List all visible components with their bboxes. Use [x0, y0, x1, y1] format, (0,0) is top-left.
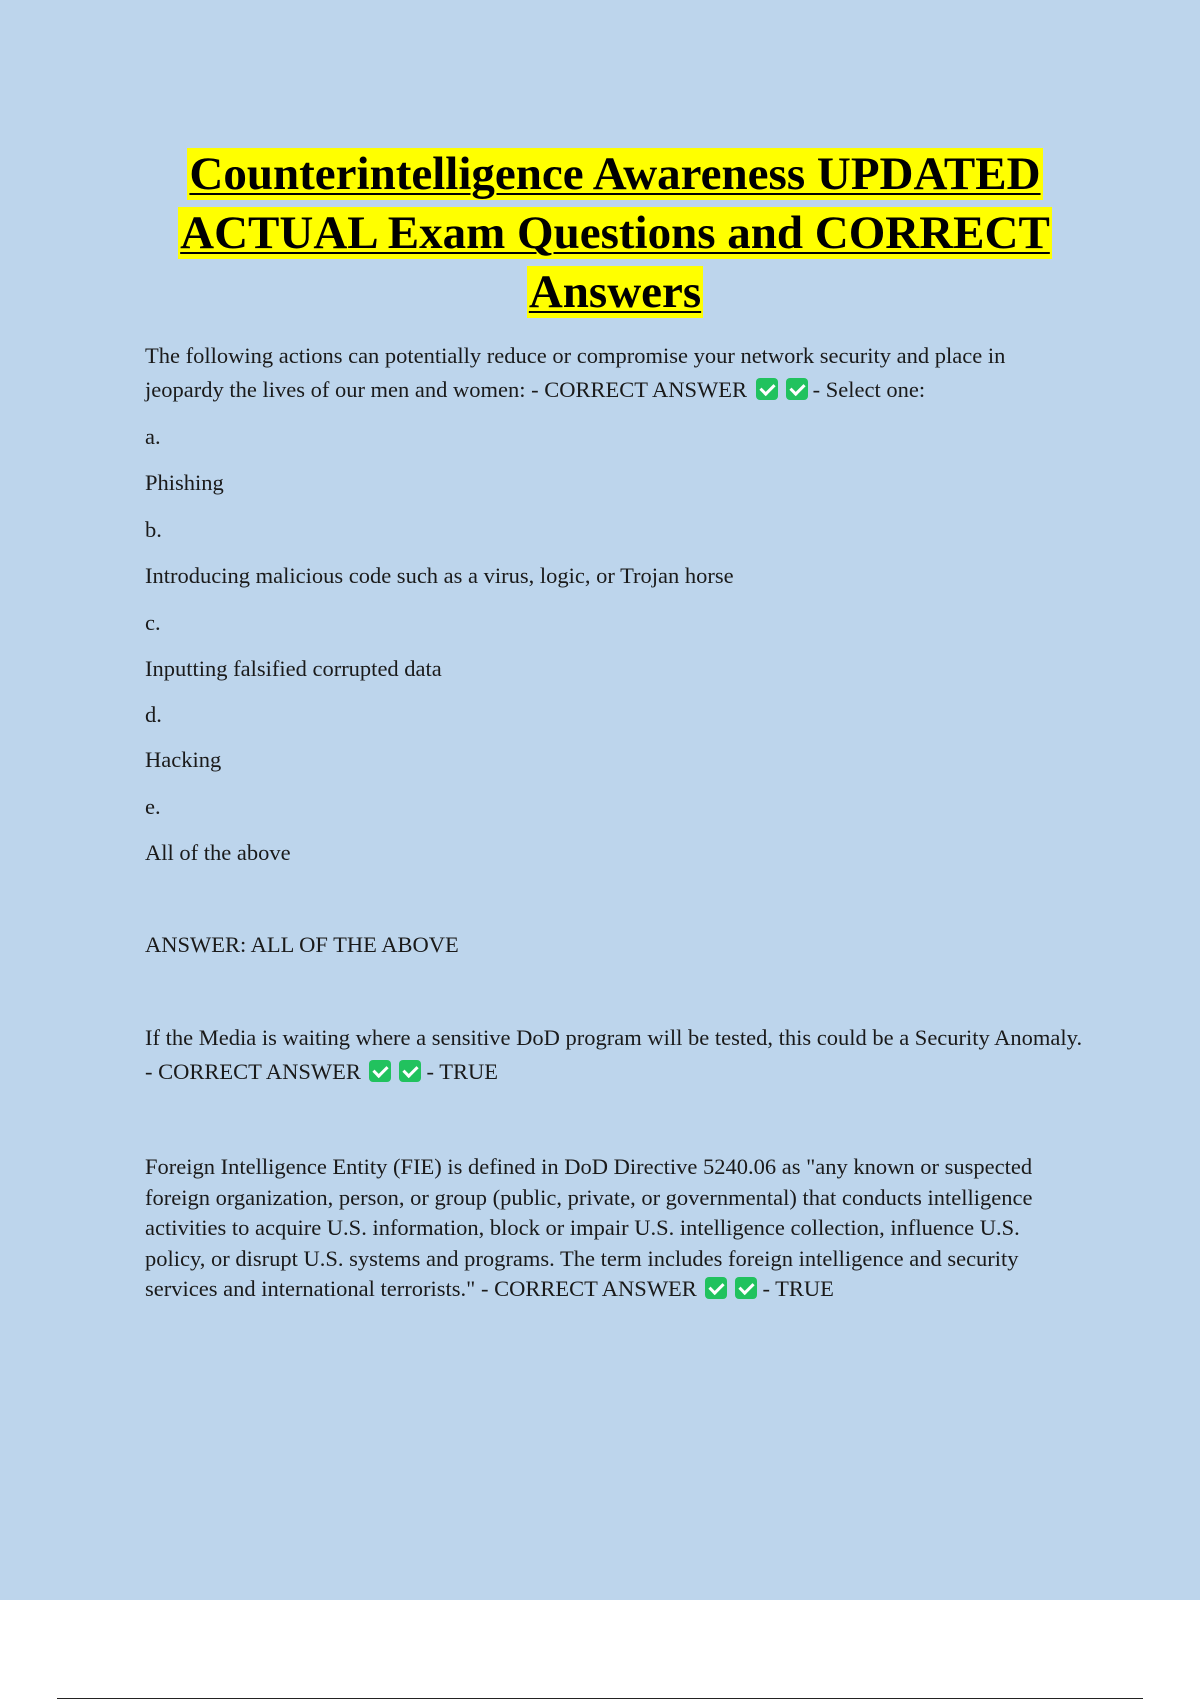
option-e-text: All of the above [145, 840, 291, 865]
title-line-3: Answers [528, 266, 702, 318]
question-2 [145, 1021, 1085, 1089]
check-mark-icon [756, 378, 778, 400]
question-3 [145, 1152, 1085, 1305]
option-d-text: Hacking [145, 747, 222, 772]
question-3-answer: TRUE [775, 1276, 834, 1301]
option-c-letter: c. [145, 610, 161, 635]
check-mark-icon [369, 1060, 391, 1082]
option-a-text: Phishing [145, 470, 224, 495]
option-c-text: Inputting falsified corrupted data [145, 656, 442, 681]
check-mark-icon [399, 1060, 421, 1082]
question-2-text: If the Media is waiting where a sensitive DoD program will be tested, this could be a Security Anomaly. - CORRECT ANSWER [145, 1025, 1083, 1084]
footer-rule [57, 1698, 1143, 1699]
question-1-text: The following actions can potentially reduce or compromise your network security and place in jeopardy the lives of our men and women: - CORRECT ANSWER [145, 343, 1006, 402]
check-mark-icon [735, 1277, 757, 1299]
document-title [145, 145, 1085, 322]
check-mark-icon [705, 1277, 727, 1299]
title-line-1: Counterintelligence Awareness UPDATED [189, 148, 1041, 200]
question-2-answer: - TRUE [426, 1059, 498, 1084]
option-b-letter: b. [145, 517, 162, 542]
check-mark-icon [786, 378, 808, 400]
question-3-answer-dash: - [762, 1276, 770, 1301]
option-b-text: Introducing malicious code such as a virus, logic, or Trojan horse [145, 563, 734, 588]
question-3-text: Foreign Intelligence Entity (FIE) is defined in DoD Directive 5240.06 as "any known or suspected foreign organization, person, or group (public, private, or governmental) that conducts intelligence activities to acquire U.S. information, block or impair U.S. intelligence collection, influence U.S. policy, or disrupt U.S. systems and programs. The term includes foreign intelligence and security services and international terrorists." - CORRECT ANSWER [145, 1154, 1033, 1301]
option-e-letter: e. [145, 794, 161, 819]
option-d-letter: d. [145, 702, 162, 727]
answer-line: ANSWER: ALL OF THE ABOVE [145, 932, 459, 957]
option-a-letter: a. [145, 424, 161, 449]
question-1-answer-lead: - Select one: [812, 377, 926, 402]
title-line-2: ACTUAL Exam Questions and CORRECT [180, 207, 1050, 259]
question-1 [145, 339, 1085, 407]
